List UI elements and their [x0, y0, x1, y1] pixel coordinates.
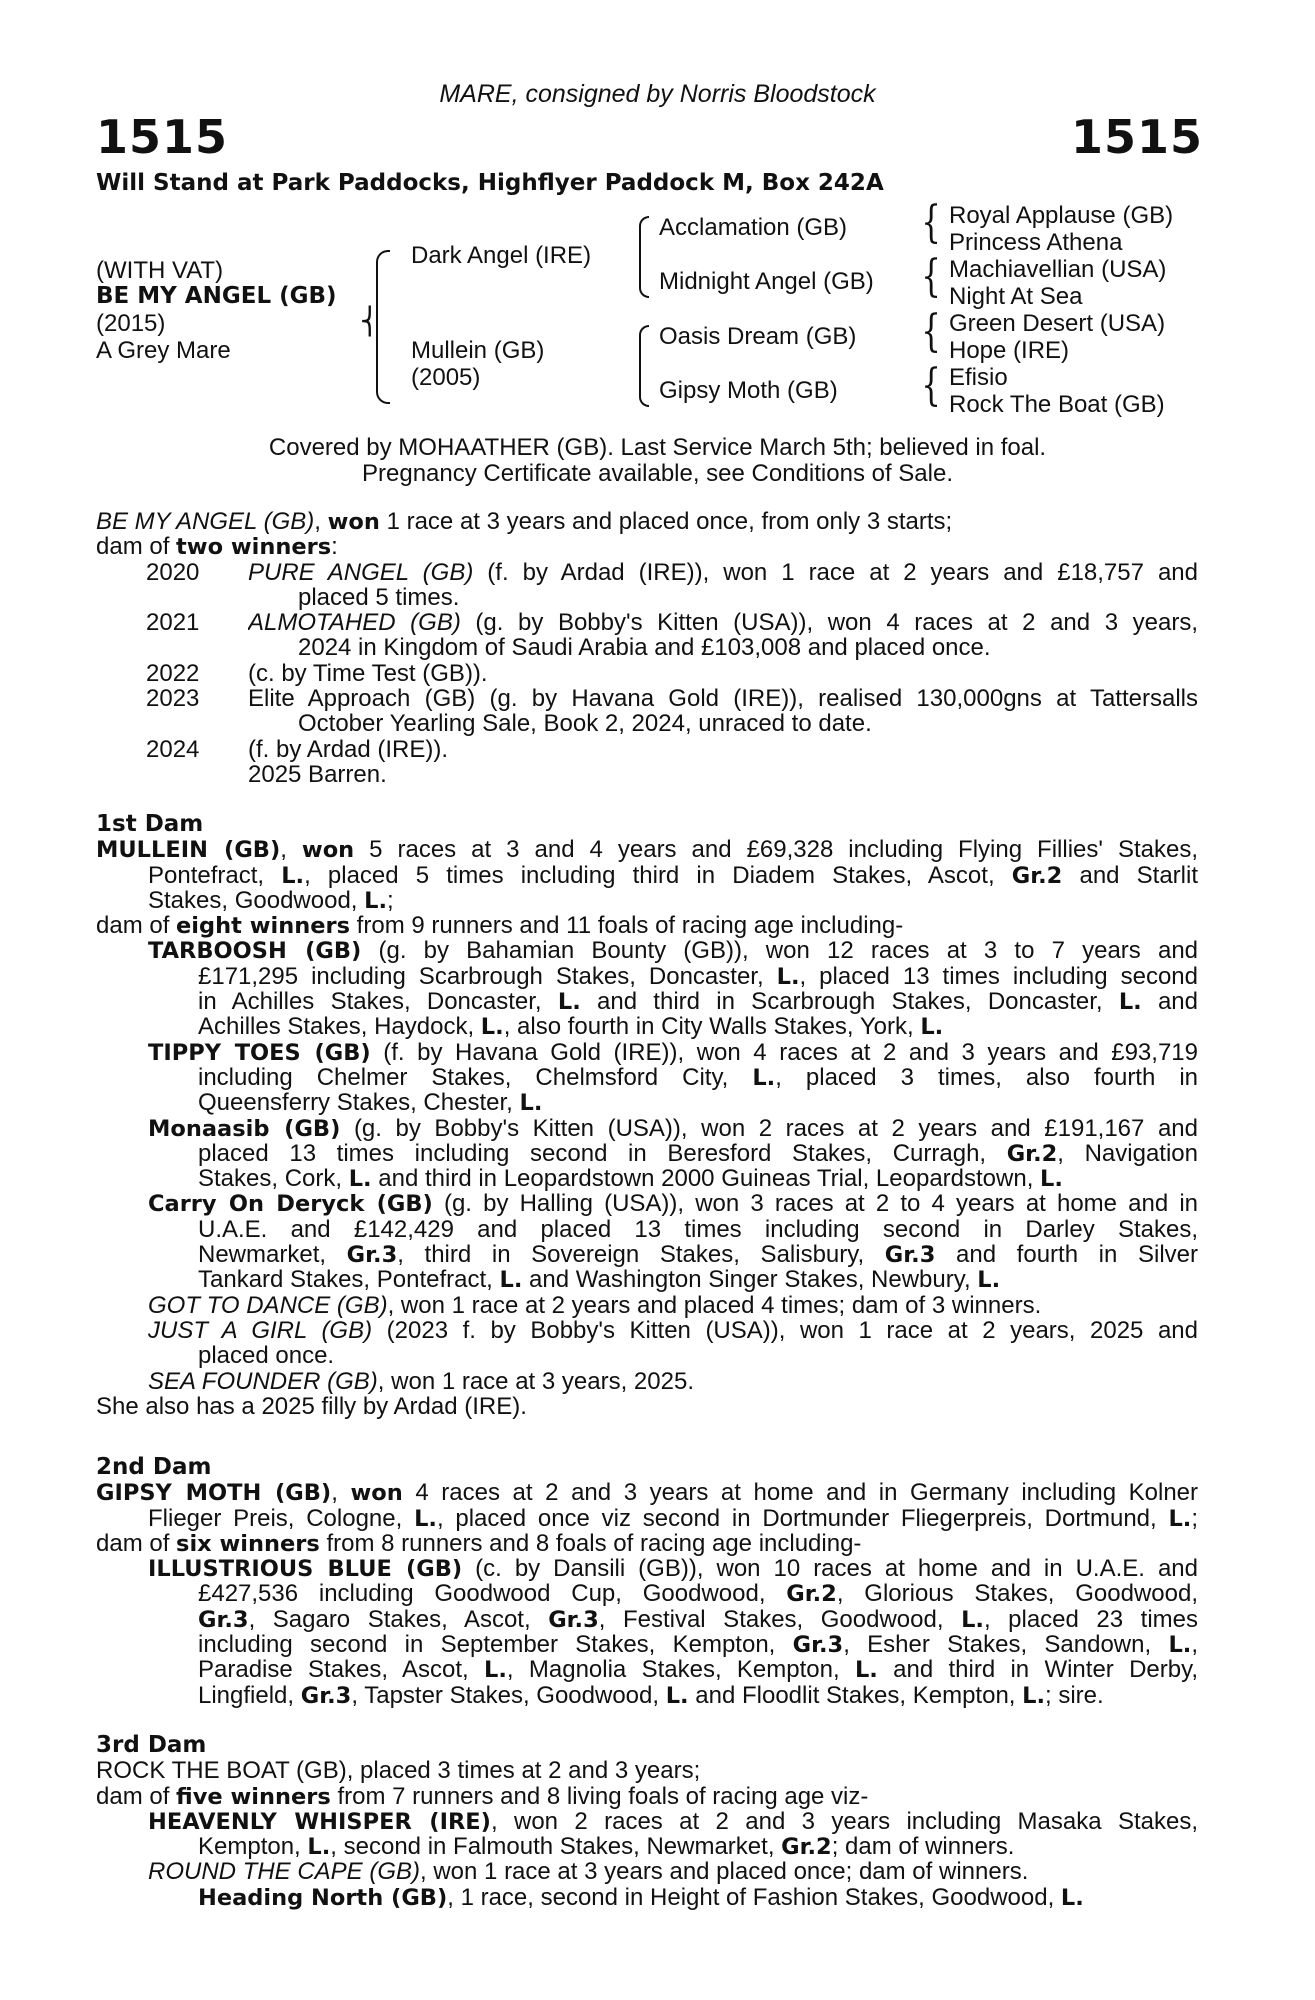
second-dam-section: 2nd Dam GIPSY MOTH (GB), won 4 races at 2 and 3 years at home and in Germany including Kolner Flieger Preis, Cologne, L., placed once viz second in Dortmunder Fliegerpreis, Dortmund, L.; dam of six winners from 8 runners and 8 foals of racing age including- ILLUSTRIOUS BLUE (GB) (c. by Dansili (GB)), won 10 races at home and in U.A.E. and £427,536 including Goodwood Cup, Goodwood, Gr.2, Glorious Stakes, Goodwood, Gr.3, Sagaro Stakes, Ascot, Gr.3, Festival Stakes, Goodwood, L., placed 23 times including second in September Stakes, Kempton, Gr.3, Esher Stakes, Sandown, L., Paradise Stakes, Ascot, L., Magnolia Stakes, Kempton, L. and third in Winter Derby, Lingfield, Gr.3, Tapster Stakes, Goodwood, L. and Floodlit Stakes, Kempton, L.; sire.: [96, 1454, 1198, 1709]
progeny-got-to-dance: GOT TO DANCE (GB), won 1 race at 2 years and placed 4 times; dam of 3 winners.: [148, 1291, 1042, 1319]
progeny-monaasib: Monaasib (GB) (g. by Bobby's Kitten (USA)), won 2 races at 2 years and £191,167 and: [148, 1115, 1198, 1141]
sire-dam-dam: Night At Sea: [949, 283, 1083, 310]
horse-name: BE MY ANGEL (GB): [96, 283, 337, 309]
progeny-round-the-cape: ROUND THE CAPE (GB), won 1 race at 3 years and placed once; dam of winners.: [148, 1858, 1029, 1886]
produce-2022: 2022 (c. by Time Test (GB)).: [146, 659, 488, 687]
progeny-carry-on-deryck: Carry On Deryck (GB) (g. by Halling (USA)), won 3 races at 2 to 4 years at home and in: [148, 1191, 1198, 1217]
sire-dam: Midnight Angel (GB): [659, 268, 874, 295]
progeny-illustrious-blue: ILLUSTRIOUS BLUE (GB) (c. by Dansili (GB)), won 10 races at home and in U.A.E. and: [148, 1556, 1198, 1582]
dam-sire-dam: Hope (IRE): [949, 337, 1070, 364]
horse-description: A Grey Mare: [96, 337, 231, 364]
dam-sire: Oasis Dream (GB): [659, 323, 857, 350]
dam-year: (2005): [411, 364, 481, 391]
dam-dam-sire: Efisio: [949, 364, 1008, 391]
dam-dam: Gipsy Moth (GB): [659, 377, 838, 404]
record-line: BE MY ANGEL (GB), won 1 race at 3 years and placed once, from only 3 starts;: [96, 508, 953, 535]
covered-line-1: Covered by MOHAATHER (GB). Last Service March 5th; believed in foal.: [268, 434, 1047, 461]
sire-sire-sire: Royal Applause (GB): [949, 202, 1174, 229]
progeny-tarboosh: TARBOOSH (GB) (g. by Bahamian Bounty (GB)), won 12 races at 3 to 7 years and: [148, 938, 1198, 964]
horse-year: (2015): [96, 310, 166, 337]
produce-2021: 2021 ALMOTAHED (GB) (g. by Bobby's Kitten (USA)), won 4 races at 2 and 3 years,: [146, 609, 1198, 637]
produce-record: BE MY ANGEL (GB), won 1 race at 3 years and placed once, from only 3 starts; dam of two winners: 2020 PURE ANGEL (GB) (f. by Ardad (IRE)), won 1 race at 2 years and £18,757 and placed 5 times. 2021 ALMOTAHED (GB) (g. by Bobby's Kitten (USA)), won 4 races at 2 and 3 years, 2024 in Kingdom of Saudi Arabia and £103,008 and placed once. 2022 (c. by Time Test (GB)). 2023 Elite Approach (GB) (g. by Havana Gold (IRE)), realised 130,000gns at Tattersalls October Yearling Sale, Book 2, 2024, unraced to date. 2024 (f. by Ardad (IRE)). 2025 Barren.: [96, 508, 1198, 788]
produce-2024: 2024 (f. by Ardad (IRE)).: [146, 735, 449, 763]
produce-2020: 2020 PURE ANGEL (GB) (f. by Ardad (IRE)), won 1 race at 2 years and £18,757 and: [146, 558, 1198, 586]
first-dam-heading: 1st Dam: [96, 811, 204, 837]
progeny-tippy-toes: TIPPY TOES (GB) (f. by Havana Gold (IRE)), won 4 races at 2 and 3 years and £93,719: [148, 1039, 1198, 1065]
second-dam-heading: 2nd Dam: [96, 1454, 212, 1480]
lot-number-right: 1515: [1070, 110, 1203, 164]
sire-dam-sire: Machiavellian (USA): [949, 256, 1167, 283]
lot-number-left: 1515: [96, 110, 229, 164]
progeny-heavenly-whisper: HEAVENLY WHISPER (IRE), won 2 races at 2 and 3 years including Masaka Stakes,: [148, 1808, 1198, 1835]
progeny-heading-north: Heading North (GB), 1 race, second in Height of Fashion Stakes, Goodwood, L.: [198, 1883, 1084, 1911]
third-dam-heading: 3rd Dam: [96, 1732, 207, 1758]
stand-location: Will Stand at Park Paddocks, Highflyer Paddock M, Box 242A: [96, 170, 884, 196]
sire-sire-dam: Princess Athena: [949, 229, 1123, 256]
third-dam-section: 3rd Dam ROCK THE BOAT (GB), placed 3 times at 2 and 3 years; dam of five winners from 7 runners and 8 living foals of racing age viz- HEAVENLY WHISPER (IRE), won 2 races at 2 and 3 years including Masaka Stakes, Kempton, L., second in Falmouth Stakes, Newmarket, Gr.2; dam of winners. ROUND THE CAPE (GB), won 1 race at 3 years and placed once; dam of winners. Heading North (GB), 1 race, second in Height of Fashion Stakes, Goodwood, L.: [96, 1732, 1198, 1911]
first-dam-section: 1st Dam MULLEIN (GB), won 5 races at 3 and 4 years and £69,328 including Flying Fillies' Stakes, Pontefract, L., placed 5 times including third in Diadem Stakes, Ascot, Gr.2 and Starlit Stakes, Goodwood, L.; dam of eight winners from 9 runners and 11 foals of racing age including- TARBOOSH (GB) (g. by Bahamian Bounty (GB)), won 12 races at 3 to 7 years and £171,295 including Scarbrough Stakes, Doncaster, L., placed 13 times including second in Achilles Stakes, Doncaster, L. and third in Scarbrough Stakes, Doncaster, L. and Achilles Stakes, Haydock, L., also fourth in City Walls Stakes, York, L. TIPPY TOES (GB) (f. by Havana Gold (IRE)), won 4 races at 2 and 3 years and £93,719 including Chelmer Stakes, Chelmsford City, L., placed 3 times, also fourth in Queensferry Stakes, Chester, L. Monaasib (GB) (g. by Bobby's Kitten (USA)), won 2 races at 2 years and £191,167 and placed 13 times including second in Beresford Stakes, Curragh, Gr.2, Navigation Stakes, Cork, L. and third in Leopardstown 2000 Guineas Trial, Leopardstown, L. Carry On Deryck (GB) (g. by Halling (USA)), won 3 races at 2 to 4 years at home and in U.A.E. and £142,429 and placed 13 times including second in Darley Stakes, Newmarket, Gr.3, third in Sovereign Stakes, Salisbury, Gr.3 and fourth in Silver Tankard Stakes, Pontefract, L. and Washington Singer Stakes, Newbury, L. GOT TO DANCE (GB), won 1 race at 2 years and placed 4 times; dam of 3 winners. JUST A GIRL (GB) (2023 f. by Bobby's Kitten (USA)), won 1 race at 2 years, 2025 and placed once. SEA FOUNDER (GB), won 1 race at 3 years, 2025. She also has a 2025 filly by Ardad (IRE).: [96, 811, 1198, 1420]
produce-2023: 2023 Elite Approach (GB) (g. by Havana Gold (IRE)), realised 130,000gns at Tattersalls: [146, 685, 1198, 713]
sire: Dark Angel (IRE): [411, 242, 592, 269]
vat-note: (WITH VAT): [96, 257, 224, 284]
dam-sire-sire: Green Desert (USA): [949, 310, 1166, 337]
dam: Mullein (GB): [411, 337, 545, 364]
covered-line-2: Pregnancy Certificate available, see Conditions of Sale.: [362, 460, 953, 487]
sire-sire: Acclamation (GB): [659, 214, 848, 241]
consignment-line: MARE, consigned by Norris Bloodstock: [439, 80, 876, 108]
progeny-just-a-girl: JUST A GIRL (GB) (2023 f. by Bobby's Kitten (USA)), won 1 race at 2 years, 2025 and: [148, 1317, 1198, 1344]
dam-dam-dam: Rock The Boat (GB): [949, 391, 1165, 418]
progeny-sea-founder: SEA FOUNDER (GB), won 1 race at 3 years, 2025.: [148, 1367, 694, 1395]
